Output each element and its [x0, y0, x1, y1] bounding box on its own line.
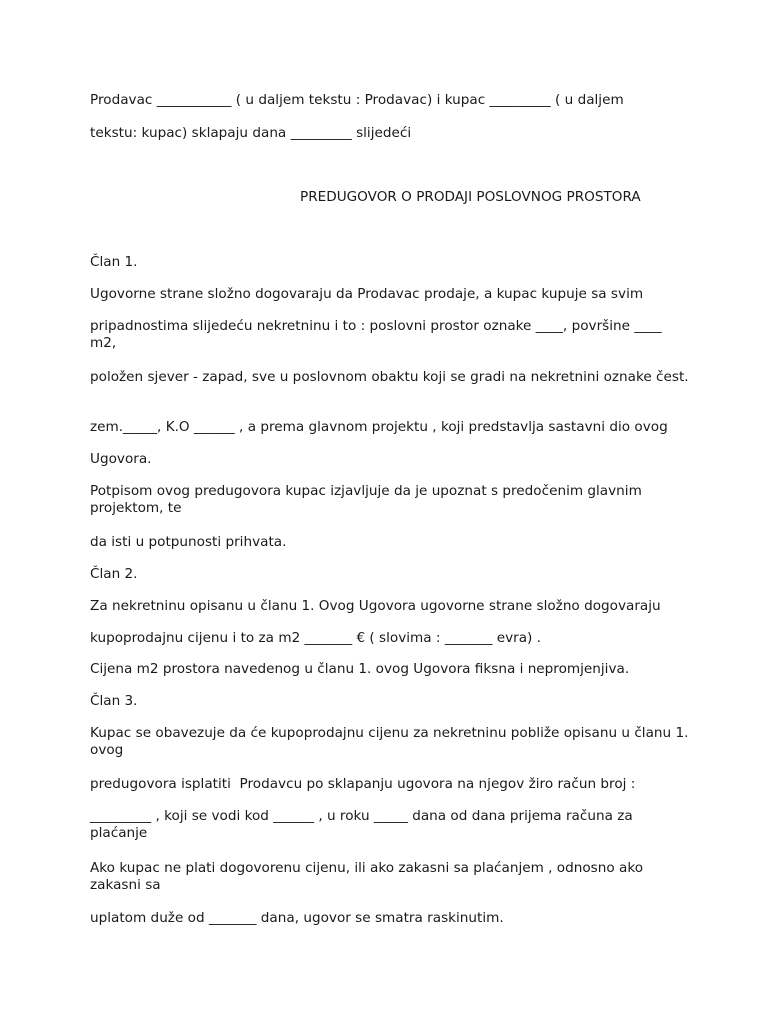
article-1-paragraph: da isti u potpunosti prihvata. [90, 534, 287, 550]
article-1-paragraph: položen sjever - zapad, sve u poslovnom obaktu koji se gradi na nekretnini oznake čest. [90, 369, 689, 385]
article-2-paragraph: Cijena m2 prostora navedenog u članu 1. ovog Ugovora fiksna i nepromjenjiva. [90, 661, 630, 677]
article-1-paragraph: Ugovorne strane složno dogovaraju da Prodavac prodaje, a kupac kupuje sa svim [90, 286, 644, 302]
article-1-paragraph: pripadnostima slijedeću nekretninu i to : poslovni prostor oznake ____, površine ____ m2, [90, 318, 666, 351]
article-2-paragraph: Za nekretninu opisanu u članu 1. Ovog Ugovora ugovorne strane složno dogovaraju [90, 598, 661, 614]
article-1-paragraph: zem._____, K.O ______ , a prema glavnom projektu , koji predstavlja sastavni dio ovog [90, 419, 668, 435]
article-3-paragraph: uplatom duže od _______ dana, ugovor se smatra raskinutim. [90, 910, 504, 926]
article-3-paragraph: _________ , koji se vodi kod ______ , u roku _____ dana od dana prijema računa za plaćanje [90, 808, 638, 841]
intro-line-1: Prodavac ___________ ( u daljem tekstu : Prodavac) i kupac _________ ( u daljem [90, 92, 624, 108]
article-3-paragraph: Ako kupac ne plati dogovorenu cijenu, ili ako zakasni sa plaćanjem , odnosno ako zakasni sa [90, 860, 648, 893]
article-2-paragraph: kupoprodajnu cijenu i to za m2 _______ € ( slovima : _______ evra) . [90, 630, 542, 646]
article-3-paragraph: Kupac se obavezuje da će kupoprodajnu cijenu za nekretninu pobliže opisanu u članu 1. ovog [90, 725, 693, 758]
article-3-heading: Član 3. [90, 693, 138, 709]
intro-line-2: tekstu: kupac) sklapaju dana _________ slijedeći [90, 125, 412, 141]
article-3-paragraph: predugovora isplatiti Prodavcu po sklapanju ugovora na njegov žiro račun broj : [90, 776, 636, 792]
article-2-heading: Član 2. [90, 566, 138, 582]
article-1-paragraph: Potpisom ovog predugovora kupac izjavljuje da je upoznat s predočenim glavnim projektom, te [90, 483, 647, 516]
document-title: PREDUGOVOR O PRODAJI POSLOVNOG PROSTORA [300, 189, 641, 205]
article-1-heading: Član 1. [90, 254, 138, 270]
article-1-paragraph: Ugovora. [90, 451, 152, 467]
